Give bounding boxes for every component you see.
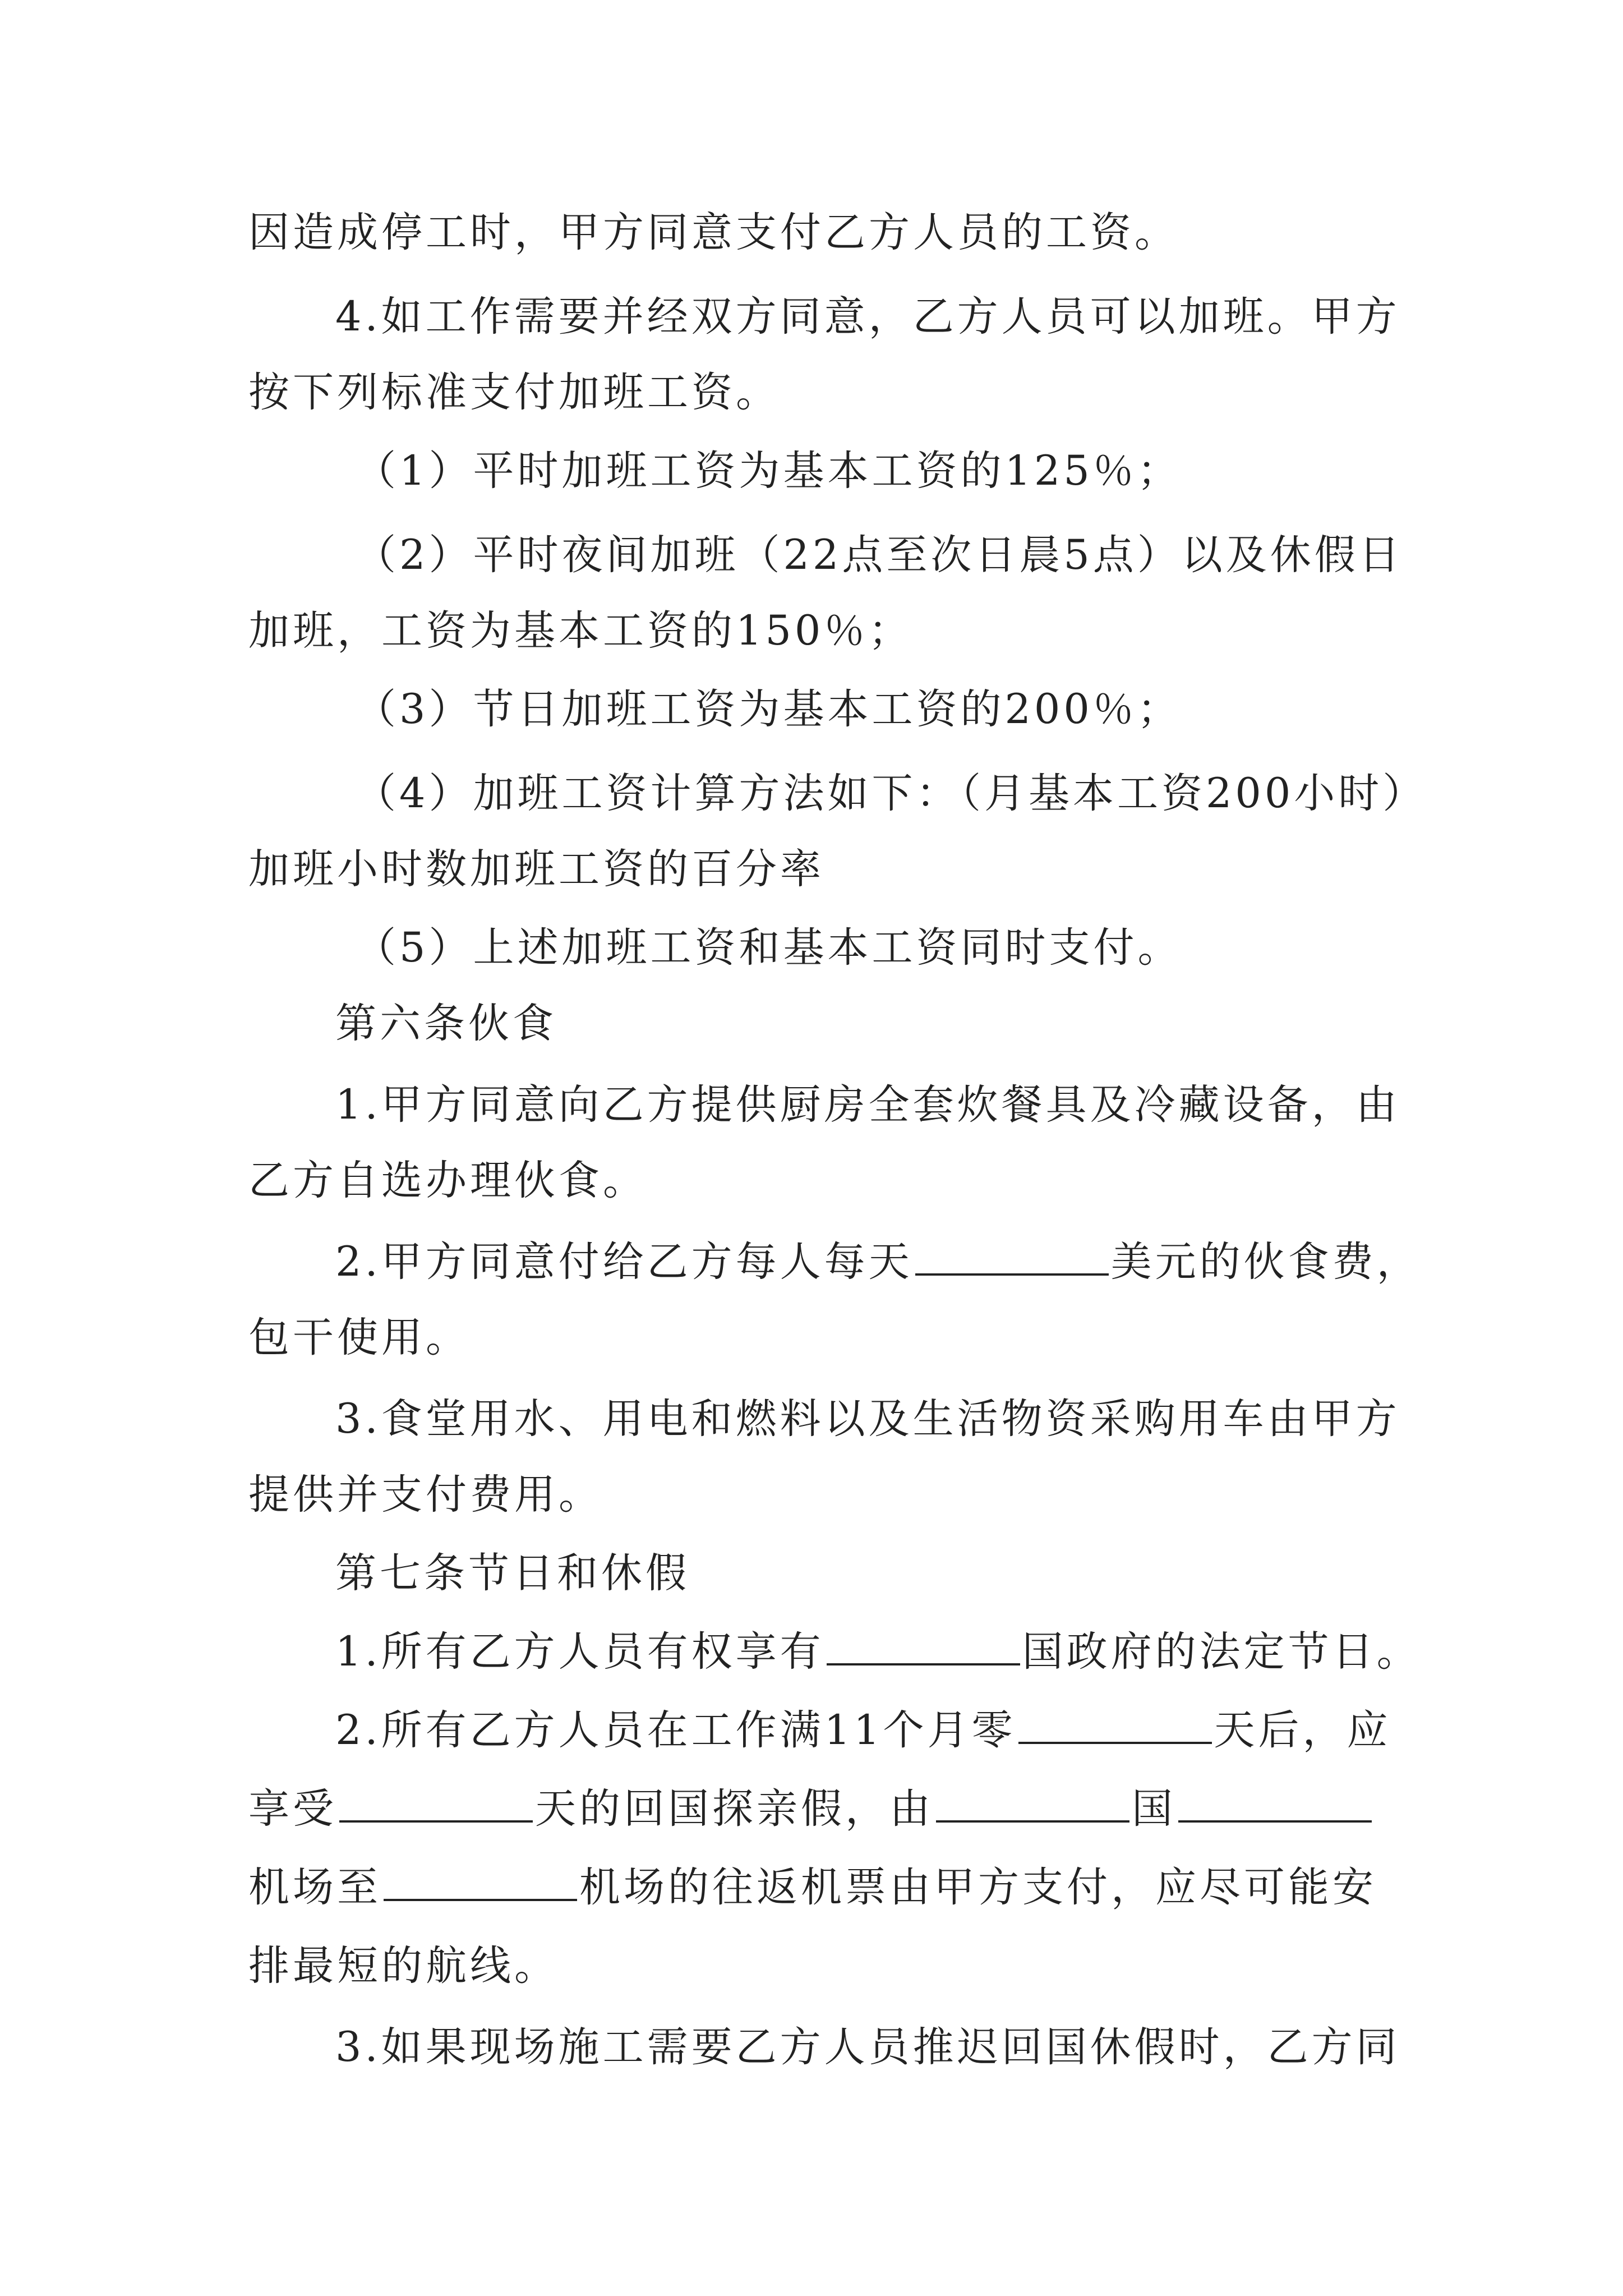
text-line: 按下列标准支付加班工资。 bbox=[248, 369, 780, 416]
text-line: 4.如工作需要并经双方同意，乙方人员可以加班。甲方 bbox=[335, 293, 1400, 341]
text-line: 加班，工资为基本工资的150％； bbox=[248, 607, 913, 655]
text-line: 1.甲方同意向乙方提供厨房全套炊餐具及冷藏设备，由 bbox=[335, 1081, 1400, 1129]
text-segment: 国 bbox=[1132, 1785, 1176, 1833]
text-line bbox=[335, 1700, 1391, 1761]
text-line bbox=[248, 1857, 1377, 1918]
text-segment: 天的回国探亲假，由 bbox=[535, 1785, 934, 1833]
text-line: （1）平时加班工资为基本工资的125％； bbox=[355, 447, 1182, 495]
text-line: （2）平时夜间加班（22点至次日晨5点）以及休假日 bbox=[355, 531, 1403, 579]
fill-in-blank[interactable] bbox=[1018, 1707, 1212, 1744]
fill-in-blank[interactable] bbox=[1178, 1786, 1372, 1823]
text-segment: 天后，应 bbox=[1214, 1706, 1391, 1754]
fill-in-blank[interactable] bbox=[339, 1786, 533, 1823]
text-line: 提供并支付费用。 bbox=[248, 1471, 603, 1519]
text-line: （3）节日加班工资为基本工资的200％； bbox=[355, 685, 1182, 733]
text-line: 加班小时数加班工资的百分率 bbox=[248, 845, 824, 893]
text-line: （5）上述加班工资和基本工资同时支付。 bbox=[355, 924, 1182, 972]
fill-in-blank[interactable] bbox=[384, 1864, 577, 1901]
text-line bbox=[248, 1778, 1374, 1840]
text-segment: 1.所有乙方人员有权享有 bbox=[335, 1628, 824, 1676]
text-segment: 2.所有乙方人员在工作满11个月零 bbox=[335, 1706, 1016, 1754]
fill-in-blank[interactable] bbox=[827, 1628, 1020, 1665]
section-heading: 第六条伙食 bbox=[335, 1000, 557, 1047]
text-segment: 美元的伙食费， bbox=[1110, 1238, 1421, 1286]
text-line: 包干使用。 bbox=[248, 1314, 470, 1361]
text-line: 3.食堂用水、用电和燃料以及生活物资采购用车由甲方 bbox=[335, 1395, 1400, 1443]
fill-in-blank[interactable] bbox=[936, 1786, 1129, 1823]
text-segment: 机场至 bbox=[248, 1864, 381, 1911]
text-line: 3.如果现场施工需要乙方人员推迟回国休假时，乙方同 bbox=[335, 2023, 1400, 2071]
text-line: 因造成停工时，甲方同意支付乙方人员的工资。 bbox=[248, 209, 1179, 256]
section-heading: 第七条节日和休假 bbox=[335, 1549, 690, 1597]
text-segment: 享受 bbox=[248, 1785, 337, 1833]
text-line bbox=[335, 1621, 1421, 1683]
text-line bbox=[335, 1231, 1421, 1293]
text-segment: 机场的往返机票由甲方支付，应尽可能安 bbox=[579, 1864, 1377, 1911]
text-line: 排最短的航线。 bbox=[248, 1942, 559, 1990]
text-line: （4）加班工资计算方法如下：（月基本工资200小时） bbox=[355, 770, 1427, 817]
text-segment: 2.甲方同意付给乙方每人每天 bbox=[335, 1238, 913, 1286]
text-segment: 国政府的法定节日。 bbox=[1022, 1628, 1421, 1676]
fill-in-blank[interactable] bbox=[915, 1239, 1109, 1276]
text-line: 乙方自选办理伙食。 bbox=[248, 1157, 647, 1204]
